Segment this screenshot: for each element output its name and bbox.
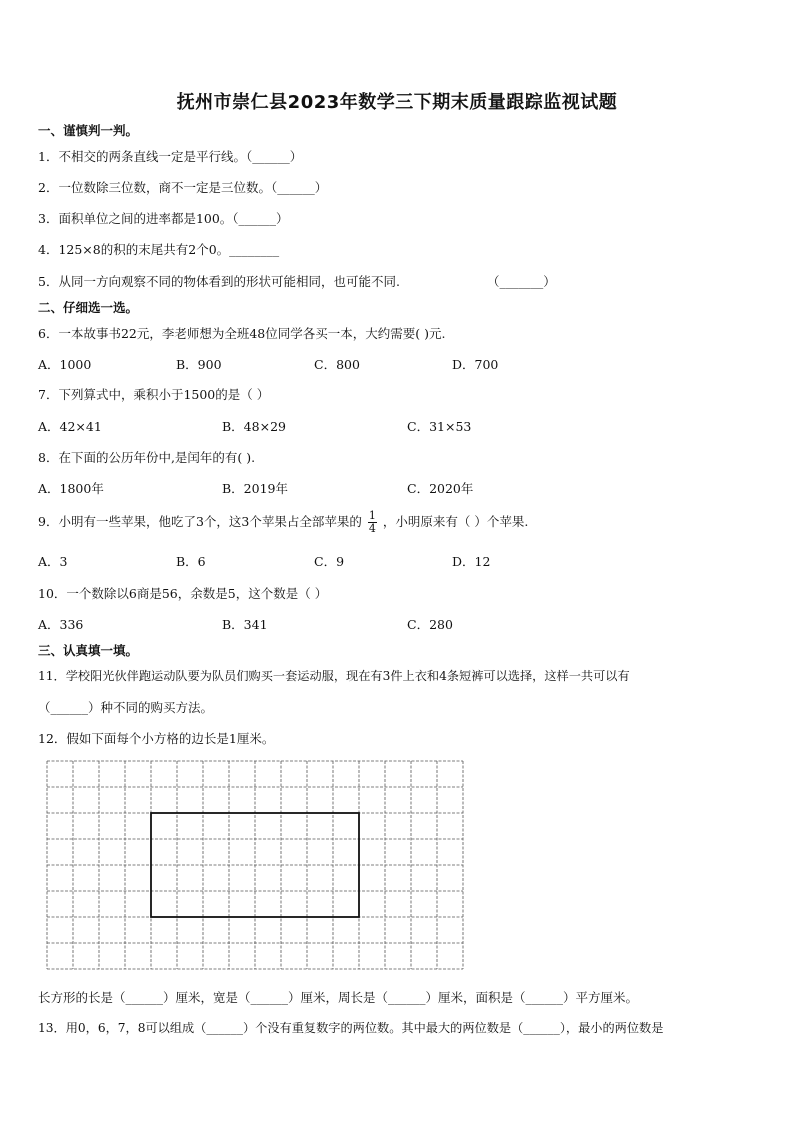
question-11-continued: （______）种不同的购买方法。 bbox=[38, 700, 214, 715]
q6-option-b: B．900 bbox=[176, 357, 222, 372]
grid-svg bbox=[45, 759, 469, 971]
q8-option-a: A．1800年 bbox=[38, 481, 104, 496]
page-title: 抚州市崇仁县2023年数学三下期末质量跟踪监视试题 bbox=[176, 92, 618, 113]
question-11: 11．学校阳光伙伴跑运动队要为队员们购买一套运动服，现在有3件上衣和4条短裤可以选择，这样一共可以有 bbox=[38, 669, 630, 683]
question-6: 6．一本故事书22元，李老师想为全班48位同学各买一本，大约需要( )元. bbox=[38, 326, 446, 341]
question-12: 12．假如下面每个小方格的边长是1厘米。 bbox=[38, 731, 275, 746]
question-12-answer-line: 长方形的长是（______）厘米，宽是（______）厘米，周长是（______）厘米，面积是（______）平方厘米。 bbox=[38, 990, 639, 1005]
q10-option-b: B．341 bbox=[222, 617, 268, 632]
question-2: 2．一位数除三位数，商不一定是三位数。（______） bbox=[38, 180, 328, 195]
q8-option-c: C．2020年 bbox=[407, 481, 474, 496]
section-heading-fill: 三、认真填一填。 bbox=[38, 643, 139, 658]
q7-option-b: B．48×29 bbox=[222, 419, 286, 434]
question-5: 5．从同一方向观察不同的物体看到的形状可能相同，也可能不同. bbox=[38, 274, 400, 289]
question-9-text-start: 9．小明有一些苹果，他吃了3个，这3个苹果占全部苹果的 bbox=[38, 514, 362, 529]
question-1: 1．不相交的两条直线一定是平行线。（______） bbox=[38, 149, 303, 164]
section-heading-choose: 二、仔细选一选。 bbox=[38, 300, 139, 315]
question-8: 8．在下面的公历年份中,是闰年的有( ). bbox=[38, 450, 256, 465]
q6-option-c: C．800 bbox=[314, 357, 360, 372]
question-9 bbox=[38, 506, 528, 538]
question-5-answer-blank: （_______） bbox=[487, 274, 556, 289]
fraction-one-quarter bbox=[368, 510, 377, 535]
question-10: 10．一个数除以6商是56，余数是5，这个数是（ ） bbox=[38, 586, 328, 601]
question-3: 3．面积单位之间的进率都是100。（______） bbox=[38, 211, 289, 226]
q9-option-a: A．3 bbox=[38, 554, 68, 569]
q10-option-c: C．280 bbox=[407, 617, 453, 632]
q7-option-a: A．42×41 bbox=[38, 419, 102, 434]
q9-option-b: B．6 bbox=[176, 554, 206, 569]
grid-lines bbox=[47, 761, 463, 969]
fraction-numerator: 1 bbox=[368, 509, 376, 522]
q9-option-c: C．9 bbox=[314, 554, 345, 569]
q6-option-a: A．1000 bbox=[38, 357, 92, 372]
q10-option-a: A．336 bbox=[38, 617, 84, 632]
q9-option-d: D．12 bbox=[452, 554, 491, 569]
question-4: 4．125×8的积的末尾共有2个0。________ bbox=[38, 242, 280, 257]
question-9-text-end: ，小明原来有（ ）个苹果. bbox=[382, 514, 529, 529]
fraction-denominator: 4 bbox=[368, 522, 376, 535]
section-heading-judge: 一、谨慎判一判。 bbox=[38, 123, 139, 138]
square-grid-figure bbox=[45, 759, 469, 975]
question-7: 7．下列算式中，乘积小于1500的是（ ） bbox=[38, 387, 270, 402]
q6-option-d: D．700 bbox=[452, 357, 499, 372]
q8-option-b: B．2019年 bbox=[222, 481, 288, 496]
question-13: 13．用0，6，7，8可以组成（______）个没有重复数字的两位数。其中最大的两位数是（______），最小的两位数是 bbox=[38, 1021, 664, 1035]
q7-option-c: C．31×53 bbox=[407, 419, 472, 434]
